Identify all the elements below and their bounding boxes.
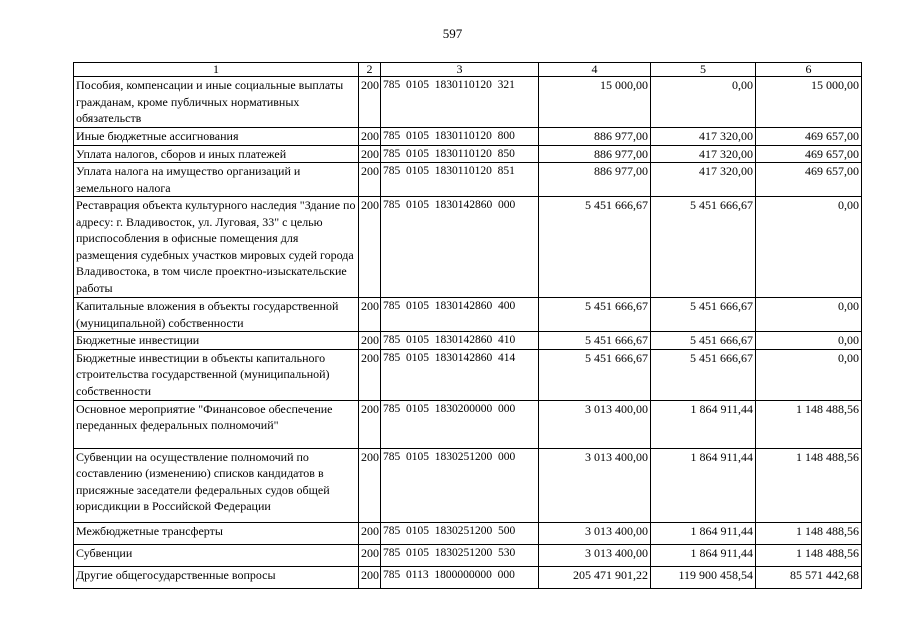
table-row xyxy=(74,77,862,128)
row-code: 785 0105 1830110120 850 xyxy=(381,145,539,163)
row-name: Субвенции на осуществление полномочий по составлению (изменению) списков кандидатов в присяжные заседатели федеральных судов общей юрисдикции в Российской Федерации xyxy=(74,448,359,522)
column-header-3: 3 xyxy=(381,63,539,77)
row-col5: 0,00 xyxy=(651,77,756,128)
budget-table xyxy=(73,62,862,589)
row-col5: 417 320,00 xyxy=(651,128,756,146)
row-col4: 15 000,00 xyxy=(539,77,651,128)
column-header-5: 5 xyxy=(651,63,756,77)
row-col6: 0,00 xyxy=(756,349,862,400)
row-col4: 886 977,00 xyxy=(539,163,651,197)
row-col2: 200 xyxy=(359,349,381,400)
row-code: 785 0105 1830200000 000 xyxy=(381,400,539,448)
page-number: 597 xyxy=(442,26,463,41)
row-col6: 1 148 488,56 xyxy=(756,400,862,448)
row-code: 785 0105 1830251200 500 xyxy=(381,522,539,544)
row-code: 785 0105 1830110120 321 xyxy=(381,77,539,128)
table-row xyxy=(74,400,862,448)
row-col6: 1 148 488,56 xyxy=(756,448,862,522)
row-col5: 1 864 911,44 xyxy=(651,544,756,566)
table-row xyxy=(74,522,862,544)
row-name: Пособия, компенсации и иные социальные выплаты гражданам, кроме публичных нормативных обязательств xyxy=(74,77,359,128)
table-row xyxy=(74,448,862,522)
row-col5: 417 320,00 xyxy=(651,145,756,163)
row-col2: 200 xyxy=(359,332,381,350)
row-name: Уплата налога на имущество организаций и земельного налога xyxy=(74,163,359,197)
row-code: 785 0105 1830142860 000 xyxy=(381,197,539,298)
row-col6: 1 148 488,56 xyxy=(756,522,862,544)
row-code: 785 0105 1830142860 400 xyxy=(381,298,539,332)
row-col6: 0,00 xyxy=(756,197,862,298)
row-col6: 0,00 xyxy=(756,298,862,332)
row-col5: 5 451 666,67 xyxy=(651,197,756,298)
row-col4: 5 451 666,67 xyxy=(539,298,651,332)
row-name: Субвенции xyxy=(74,544,359,566)
table-row xyxy=(74,544,862,566)
row-col4: 3 013 400,00 xyxy=(539,448,651,522)
table-row xyxy=(74,349,862,400)
column-header-4: 4 xyxy=(539,63,651,77)
row-col2: 200 xyxy=(359,128,381,146)
header-row xyxy=(74,63,862,77)
row-col4: 886 977,00 xyxy=(539,145,651,163)
column-header-6: 6 xyxy=(756,63,862,77)
row-code: 785 0105 1830110120 800 xyxy=(381,128,539,146)
row-col5: 5 451 666,67 xyxy=(651,349,756,400)
row-col6: 15 000,00 xyxy=(756,77,862,128)
row-col5: 5 451 666,67 xyxy=(651,298,756,332)
row-col2: 200 xyxy=(359,566,381,588)
table-row xyxy=(74,197,862,298)
table-row xyxy=(74,163,862,197)
row-col4: 3 013 400,00 xyxy=(539,522,651,544)
row-name: Капитальные вложения в объекты государственной (муниципальной) собственности xyxy=(74,298,359,332)
column-header-1: 1 xyxy=(74,63,359,77)
row-col2: 200 xyxy=(359,544,381,566)
row-name: Основное мероприятие "Финансовое обеспечение переданных федеральных полномочий" xyxy=(74,400,359,448)
row-col5: 1 864 911,44 xyxy=(651,448,756,522)
row-col4: 5 451 666,67 xyxy=(539,349,651,400)
row-col6: 469 657,00 xyxy=(756,145,862,163)
row-col4: 3 013 400,00 xyxy=(539,400,651,448)
row-col2: 200 xyxy=(359,448,381,522)
row-code: 785 0105 1830142860 410 xyxy=(381,332,539,350)
row-col5: 1 864 911,44 xyxy=(651,400,756,448)
row-col4: 3 013 400,00 xyxy=(539,544,651,566)
row-col5: 417 320,00 xyxy=(651,163,756,197)
row-col4: 5 451 666,67 xyxy=(539,197,651,298)
table-row xyxy=(74,332,862,350)
row-code: 785 0105 1830110120 851 xyxy=(381,163,539,197)
row-name: Другие общегосударственные вопросы xyxy=(74,566,359,588)
row-col2: 200 xyxy=(359,522,381,544)
row-col6: 469 657,00 xyxy=(756,163,862,197)
row-name: Межбюджетные трансферты xyxy=(74,522,359,544)
row-name: Бюджетные инвестиции xyxy=(74,332,359,350)
row-name: Уплата налогов, сборов и иных платежей xyxy=(74,145,359,163)
row-col2: 200 xyxy=(359,163,381,197)
row-col6: 0,00 xyxy=(756,332,862,350)
table-row xyxy=(74,298,862,332)
row-code: 785 0105 1830251200 000 xyxy=(381,448,539,522)
row-col6: 469 657,00 xyxy=(756,128,862,146)
row-name: Иные бюджетные ассигнования xyxy=(74,128,359,146)
row-col6: 1 148 488,56 xyxy=(756,544,862,566)
row-col2: 200 xyxy=(359,400,381,448)
row-code: 785 0105 1830251200 530 xyxy=(381,544,539,566)
row-col4: 886 977,00 xyxy=(539,128,651,146)
table-row xyxy=(74,566,862,588)
row-col2: 200 xyxy=(359,77,381,128)
table-row xyxy=(74,128,862,146)
row-col2: 200 xyxy=(359,197,381,298)
row-col4: 5 451 666,67 xyxy=(539,332,651,350)
row-code: 785 0105 1830142860 414 xyxy=(381,349,539,400)
row-col5: 5 451 666,67 xyxy=(651,332,756,350)
table-row xyxy=(74,145,862,163)
row-name: Бюджетные инвестиции в объекты капитального строительства государственной (муниципальной) собственности xyxy=(74,349,359,400)
row-col2: 200 xyxy=(359,145,381,163)
row-name: Реставрация объекта культурного наследия "Здание по адресу: г. Владивосток, ул. Луговая, 33" с целью приспособления в офисные помещения для размещения судебных участков мировых судей города Владивостока, в том числе проектно-изыскательские работы xyxy=(74,197,359,298)
row-code: 785 0113 1800000000 000 xyxy=(381,566,539,588)
column-header-2: 2 xyxy=(359,63,381,77)
row-col2: 200 xyxy=(359,298,381,332)
row-col5: 119 900 458,54 xyxy=(651,566,756,588)
row-col5: 1 864 911,44 xyxy=(651,522,756,544)
row-col6: 85 571 442,68 xyxy=(756,566,862,588)
row-col4: 205 471 901,22 xyxy=(539,566,651,588)
